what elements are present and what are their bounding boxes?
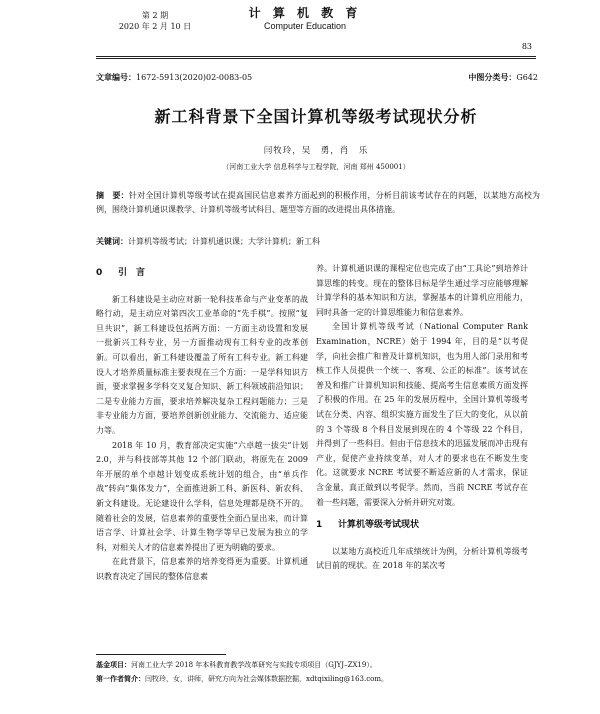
footnote-fund: [96, 660, 377, 670]
paragraph: 以某地方高校近几年成绩统计为例，分析计算机等级考试目前的现状。在 2018 年的某次考: [316, 546, 528, 571]
page-number: 83: [521, 42, 532, 51]
keywords-text: 计算机等级考试；计算机通识课；大学计算机；新工科: [128, 237, 320, 246]
article-number-label: 文章编号：: [96, 72, 136, 82]
affiliation: （河南工业大学 信息科学与工程学院，河南 郑州 450001）: [222, 163, 410, 171]
section-1-title: 计算机等级考试现状: [338, 520, 420, 531]
section-0-number: 0: [96, 268, 103, 278]
clc-number: [468, 72, 538, 83]
abstract: [96, 188, 540, 217]
clc-value: G642: [516, 73, 538, 82]
section-0-heading: [96, 266, 308, 281]
left-column: [96, 258, 308, 584]
article-number-value: 1672-5913(2020)02-0083-05: [136, 73, 253, 82]
fund-text: 河南工业大学 2018 年本科教育教学改革研究与实践专项项目（GJYJ–ZX19）。: [131, 661, 377, 669]
fund-label: 基金项目：: [96, 660, 131, 669]
journal-name-en: Computer Education: [263, 21, 347, 31]
abstract-text: 针对全国计算机等级考试在提高国民信息素养方面起到的积极作用，分析目前该考试存在的问题，以某地方高校为例，围绕计算机通识课教学、计算机等级考试科目、题型等方面的改进提出具体措施。: [96, 191, 540, 214]
footnote-author: [96, 674, 388, 684]
keywords: [96, 236, 540, 247]
header-rule-bottom: [96, 58, 536, 59]
section-1-number: 1: [316, 520, 323, 531]
header-issue: 第 2 期: [141, 11, 169, 20]
keywords-label: 关键词：: [96, 236, 128, 246]
header-issue-block: [100, 10, 210, 32]
paragraph: 养。计算机通识课的课程定位也完成了由“工具论”到培养计算思维的转变。现在的整体目标是学生通过学习应能够理解计算学科的基本知识和方法，掌握基本的计算机应用能力，同时具备一定的计算思维能力和信息素养。: [316, 264, 528, 317]
footnote-rule: [96, 654, 226, 655]
right-column: [316, 262, 528, 574]
header-rule-top: [96, 56, 536, 57]
article-number: [96, 72, 252, 83]
journal-name-cn: 计 算 机 教 育: [248, 6, 362, 20]
paragraph: 2018 年 10 月，教育部决定实施“六卓越一拔尖”计划 2.0，并与科技部等其他 12 个部门联动，将原先在 2009 年开展的单个卓越计划变成系统计划的组合，由“单兵作战”转向“集体发力”，全面推进新工科、新医科、新农科、新文科建设。无论建设什么学科，信息处理都是绕不开的。随着社会的发展，信息素养的重要性全面凸显出来，而计算语言学、计算社会学、计算生物学等早已发展为独立的学科，对相关人才的信息素养提出了更为明确的要求。: [96, 440, 308, 552]
authors: 闫牧玲，吴 勇，肖 乐: [263, 146, 369, 156]
paragraph: 全国计算机等级考试（National Computer Rank Examination，NCRE）始于 1994 年，目的是“以考促学，向社会推广和普及计算机知识，也为用人部门录用和考核工作人员提供一个统一、客观、公正的标准”。该考试在普及和推广计算机知识和技能、提高考生信息素质方面发挥了积极的作用。在 25 年的发展历程中，全国计算机等级考试在分类、内容、组织实施方面发生了巨大的变化，从以前的 3 个等级 8 个科目发展到现在的 4 个等级 22 个科目，并得到了一些科目。但由于信息技术的迅猛发展而冲击现有产业，促使产业持续变革，对人才的要求也在不断发生变化。这就要求 NCRE 考试要不断适应新的人才需求，保证含金量，真正做到以考促学。然而，当前 NCRE 考试存在着一些问题，需要深入分析并研究对策。: [316, 322, 528, 507]
author-label: 第一作者简介：: [96, 674, 145, 683]
section-0-title: 引 言: [118, 268, 146, 278]
paragraph: 在此背景下，信息素养的培养变得更为重要。计算机通识教育决定了国民的整体信息素: [96, 557, 308, 581]
paragraph: 新工科建设是主动应对新一轮科技革命与产业变革的战略行动，是主动应对第四次工业革命的“先手棋”。按照“复旦共识”，新工科建设包括两方面：一方面主动设置和发展一批新兴工科专业，另一方面推动现有工科专业的改革创新。可以看出，新工科建设覆盖了所有工科专业。新工科建设人才培养质量标准主要表现在三个方面：一是学科知识方面，要求掌握多学科交叉复合知识、新工科领域前沿知识；二是专业能力方面，要求培养解决复杂工程问题能力；三是非专业能力方面，要培养创新创业能力、交流能力、适应能力等。: [96, 294, 308, 435]
author-text: 闫牧玲，女，讲师，研究方向为社会媒体数据挖掘，xdtqixiling@163.com。: [145, 675, 388, 683]
section-1-heading: [316, 518, 528, 533]
paper-title: 新工科背景下全国计算机等级考试现状分析: [154, 107, 478, 126]
clc-label: 中图分类号：: [468, 72, 517, 82]
journal-header: [225, 6, 385, 32]
abstract-label: 摘 要：: [96, 190, 129, 200]
header-date: 2020 年 2 月 10 日: [118, 22, 192, 31]
